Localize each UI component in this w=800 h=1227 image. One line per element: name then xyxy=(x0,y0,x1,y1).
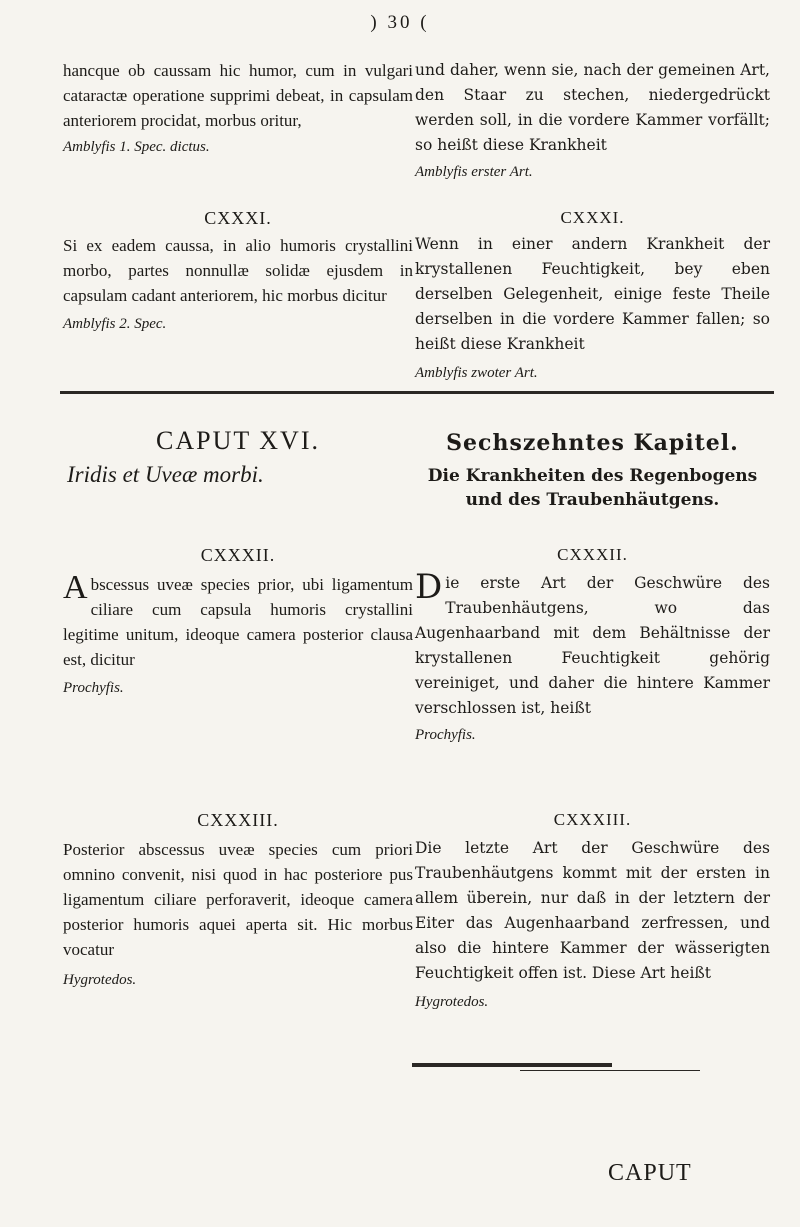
closing-rule xyxy=(412,1063,612,1067)
german-section-number: CXXXII. xyxy=(557,545,628,564)
german-dropcap: D xyxy=(415,567,443,607)
german-section-term: Hygrotedos. xyxy=(415,994,489,1010)
latin-continuation-term: Amblyfis 1. Spec. dictus. xyxy=(63,139,210,155)
latin-section-number: CXXXI. xyxy=(204,208,272,228)
latin-section-number: CXXXIII. xyxy=(197,810,279,830)
german-section-number: CXXXIII. xyxy=(553,810,632,829)
german-section-131 xyxy=(415,208,770,382)
german-chapter-heading xyxy=(415,430,770,512)
latin-section-text: Si ex eadem caussa, in alio humoris crystallini morbo, partes nonnullæ solidæ ejusdem in capsulam cadant anteriorem, hic morbus dicitur xyxy=(63,236,413,305)
german-section-text: ie erste Art der Geschwüre des Traubenhäutgens, wo das Augenhaarband mit dem Behältnisse der krystallenen Feuchtigkeit gehörig vereiniget, und daher die hintere Kammer verschlossen ist, heißt xyxy=(415,574,770,717)
horizontal-rule xyxy=(60,391,774,394)
german-section-132 xyxy=(415,545,770,744)
latin-section-term: Hygrotedos. xyxy=(63,972,137,988)
latin-chapter-subtitle: Iridis et Uveæ morbi. xyxy=(67,462,264,487)
latin-chapter-title: CAPUT XVI. xyxy=(156,426,320,455)
latin-section-text: bscessus uveæ species prior, ubi ligamentum ciliare cum capsula humoris crystallini legitime unitum, ideoque camera posterior clausa est, dicitur xyxy=(63,575,413,669)
german-section-133 xyxy=(415,810,770,1011)
german-continuation xyxy=(415,58,770,181)
latin-section-number: CXXXII. xyxy=(200,545,276,565)
latin-continuation-text: hancque ob caussam hic humor, cum in vulgari cataractæ operatione supprimi debeat, in capsulam anteriorem procidat, morbus oritur, xyxy=(63,61,413,130)
german-section-term: Prochyfis. xyxy=(415,727,476,743)
german-chapter-title: Sechszehntes Kapitel. xyxy=(446,430,739,456)
latin-section-term: Prochyfis. xyxy=(63,680,124,696)
german-section-text: Wenn in einer andern Krankheit der krystallenen Feuchtigkeit, bey eben derselben Gelegenheit, einige feste Theile derselben in die vordere Kammer fallen; so heißt diese Krankheit xyxy=(415,235,770,353)
closing-rule-thin xyxy=(520,1070,700,1071)
latin-continuation xyxy=(63,58,413,156)
german-continuation-text: und daher, wenn sie, nach der gemeinen Art, den Staar zu stechen, niedergedrückt werden soll, in die vordere Kammer vorfällt; so heißt diese Krankheit xyxy=(415,61,770,154)
german-section-text: Die letzte Art der Geschwüre des Traubenhäutgens kommt mit der ersten in allem überein, nur daß in der letztern der Eiter das Augenhaarband zerfressen, und also die hintere Kammer der wässerigten Feuchtigkeit offen ist. Diese Art heißt xyxy=(415,839,770,982)
german-continuation-term: Amblyfis erster Art. xyxy=(415,164,533,180)
latin-section-132 xyxy=(63,545,413,697)
german-section-number: CXXXI. xyxy=(560,208,625,227)
latin-section-term: Amblyfis 2. Spec. xyxy=(63,316,167,332)
latin-section-text: Posterior abscessus uveæ species cum priori omnino convenit, nisi quod in hac posteriore pus ligamentum ciliare perforaverit, ideoque camera posterior humoris aquei aperta sit. Hic morbus vocatur xyxy=(63,840,413,959)
latin-section-131 xyxy=(63,208,413,333)
page-number: ) 30 ( xyxy=(370,12,430,33)
german-chapter-subtitle: Die Krankheiten des Regenbogens und des Traubenhäutgens. xyxy=(427,466,758,510)
latin-dropcap: A xyxy=(63,569,88,606)
german-section-term: Amblyfis zwoter Art. xyxy=(415,365,538,381)
catchword: CAPUT xyxy=(608,1160,692,1186)
latin-chapter-heading xyxy=(63,426,413,488)
latin-section-133 xyxy=(63,810,413,989)
